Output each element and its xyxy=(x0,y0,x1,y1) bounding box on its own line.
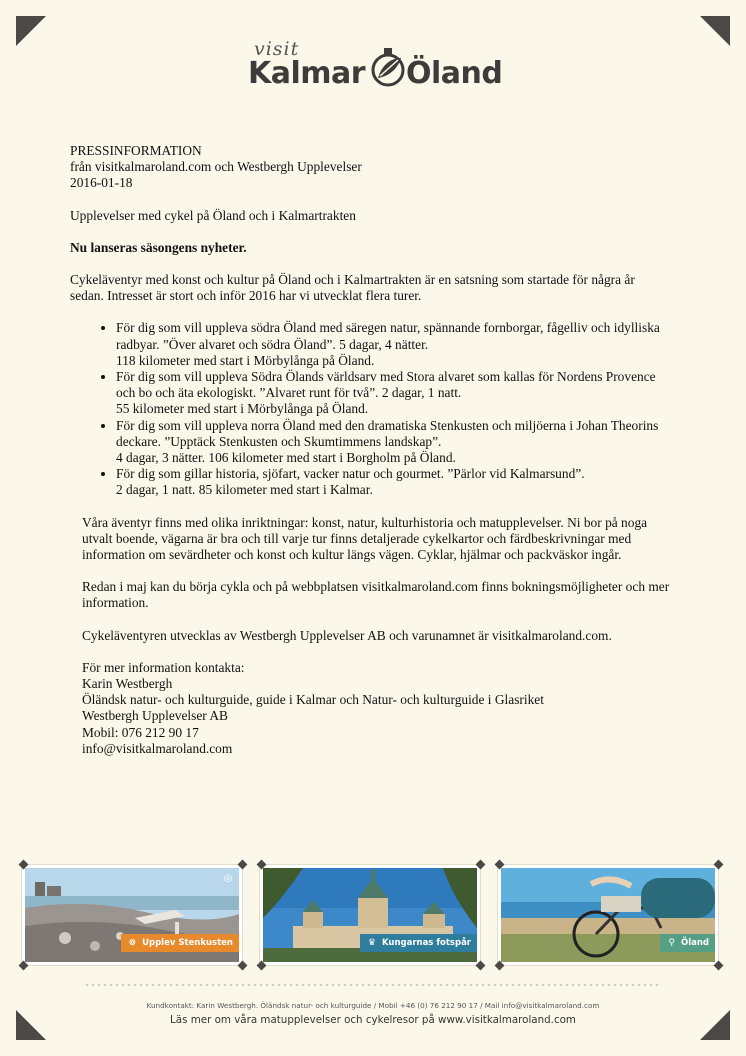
contact-role: Öländsk natur- och kulturguide, guide i Kalmar och Natur- och kulturguide i Glasriket xyxy=(82,692,544,708)
tour-detail: 2 dagar, 1 natt. 85 kilometer med start i Kalmar. xyxy=(116,482,373,498)
contact-intro: För mer information kontakta: xyxy=(82,659,245,675)
photo-stenkusten xyxy=(22,865,242,965)
photo-strip xyxy=(20,865,726,965)
logo-visit-text: visit xyxy=(254,38,300,60)
dotted-divider xyxy=(84,984,662,986)
tour-description: För dig som vill uppleva Södra Ölands världsarv med Stora alvaret som kallas för Nordens Provence och bo och äta ekologiskt. ”Alvaret runt för två”. 2 dagar, 1 natt. xyxy=(116,369,656,401)
photo-label-stenkusten xyxy=(121,934,239,952)
header-date: 2016-01-18 xyxy=(70,175,133,191)
photo-label-text: Öland xyxy=(680,938,709,948)
headline: Nu lanseras säsongens nyheter. xyxy=(70,239,247,255)
photo-corner-mark xyxy=(714,961,724,971)
corner-decoration-top-left xyxy=(16,16,46,46)
photo-corner-mark xyxy=(476,961,486,971)
logo-oland-text: Öland xyxy=(406,56,503,91)
photo-label-oland xyxy=(660,934,715,952)
logo-kalmar-text: Kalmar xyxy=(248,56,366,91)
tour-detail: 55 kilometer med start i Mörbylånga på Öland. xyxy=(116,401,369,417)
tour-item xyxy=(116,369,670,418)
footer-contact-line: Kundkontakt: Karin Westbergh. Öländsk natur- och kulturguide / Mobil +46 (0) 76 212 90 17 / Mail info@visitkalmaroland.com xyxy=(146,1001,600,1010)
compass-leaf-icon xyxy=(368,44,408,90)
contact-company: Westbergh Upplevelser AB xyxy=(82,708,228,724)
intro-paragraph: Cykeläventyr med konst och kultur på Öland och i Kalmartrakten är en satsning som startade för några år sedan. Intresset är stort och inför 2016 har vi utvecklat flera turer. xyxy=(70,272,635,304)
photo-label-text: Kungarnas fotspår xyxy=(381,938,471,948)
bike-icon: ⚲ xyxy=(668,938,675,948)
contact-email: info@visitkalmaroland.com xyxy=(82,740,233,756)
footer-website-line: Läs mer om våra matupplevelser och cykelresor på www.visitkalmaroland.com xyxy=(170,1014,576,1026)
tour-item xyxy=(116,418,670,467)
tour-item xyxy=(116,320,670,369)
corner-decoration-top-right xyxy=(700,16,730,46)
booking-paragraph: Redan i maj kan du börja cykla och på webbplatsen visitkalmaroland.com finns bokningsmöjligheter och mer information. xyxy=(82,579,670,611)
logo-badge-icon: ◎ xyxy=(223,873,233,884)
tour-item xyxy=(116,466,670,498)
tour-description: För dig som gillar historia, sjöfart, vacker natur och gourmet. ”Pärlor vid Kalmarsund”. xyxy=(116,466,585,482)
photo-kungarnas-fotspar xyxy=(260,865,480,965)
contact-mobile: Mobil: 076 212 90 17 xyxy=(82,724,199,740)
tour-description: För dig som vill uppleva norra Öland med den dramatiska Stenkusten och miljöerna i Johan Theorins deckare. ”Upptäck Stenkusten och Skumtimmens landskap”. xyxy=(116,417,659,449)
photo-label-text: Upplev Stenkusten xyxy=(142,938,233,948)
photo-label-kungarnas xyxy=(360,934,477,952)
crown-icon: ♛ xyxy=(367,938,376,948)
tour-detail: 4 dagar, 3 nätter. 106 kilometer med start i Borgholm på Öland. xyxy=(116,450,456,466)
tour-detail: 118 kilometer med start i Mörbylånga på Öland. xyxy=(116,352,375,368)
visit-kalmar-oland-logo xyxy=(248,38,503,96)
tour-list xyxy=(70,320,670,498)
press-release-body xyxy=(70,143,670,757)
adventures-paragraph: Våra äventyr finns med olika inriktningar: konst, natur, kulturhistoria och matupplevelser. Ni bor på noga utvalt boende, vägarna är bra och till varje tur finns detaljerade cykelkartor och färdbeskrivningar med information om sevärdheter och konst och kultur längs vägen. Cyklar, hjälmar och packväskor ingår. xyxy=(82,514,648,563)
cycle-icon: ⊚ xyxy=(128,938,137,948)
tour-description: För dig som vill uppleva södra Öland med säregen natur, spännande fornborgar, fågelliv och idylliska radbyar. ”Över alvaret och södra Öland”. 5 dagar, 4 nätter. xyxy=(116,320,660,352)
developer-paragraph: Cykeläventyren utvecklas av Westbergh Upplevelser AB och varunamnet är visitkalmaroland.com. xyxy=(82,627,612,643)
photo-corner-mark xyxy=(238,961,248,971)
header-source: från visitkalmaroland.com och Westbergh Upplevelser xyxy=(70,159,362,175)
subject-line: Upplevelser med cykel på Öland och i Kalmartrakten xyxy=(70,207,356,223)
header-pressinfo: PRESSINFORMATION xyxy=(70,143,202,158)
contact-name: Karin Westbergh xyxy=(82,676,173,692)
photo-oland xyxy=(498,865,718,965)
